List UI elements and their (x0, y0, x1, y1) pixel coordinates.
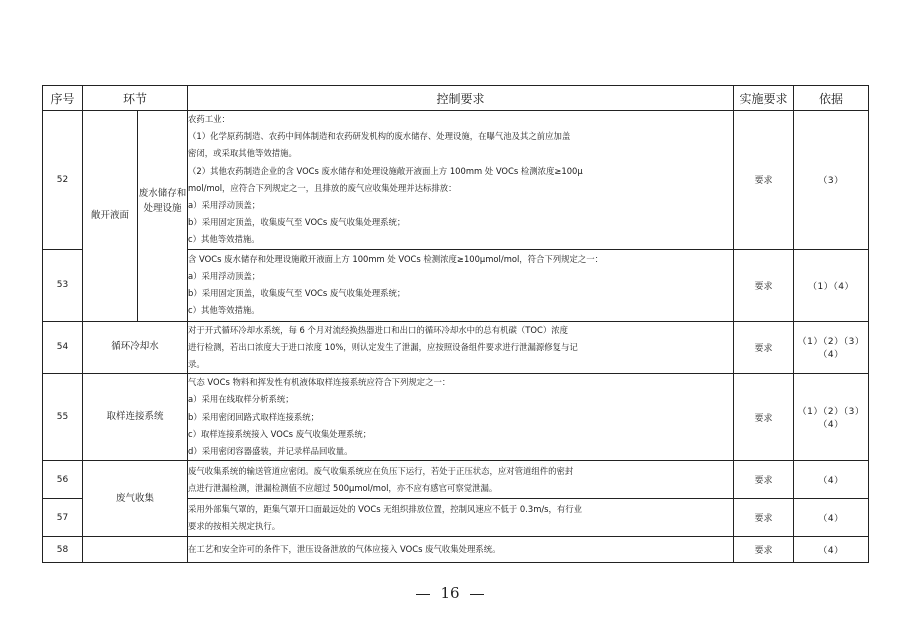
req-line: b）采用密闭回路式取样连接系统； (188, 411, 319, 422)
row-requirement (188, 111, 734, 250)
row-basis: （4） (794, 461, 869, 499)
req-line: 含 VOCs 废水储存和处理设施敞开液面上方 100mm 处 VOCs 检测浓度≥100μmol/mol，符合下列规定之一： (188, 253, 604, 264)
row-num: 58 (43, 537, 83, 563)
req-line: a）采用浮动顶盖； (188, 270, 261, 281)
footer-dash-left (416, 594, 430, 595)
row-requirement (188, 249, 734, 321)
row-impl: 要求 (734, 111, 794, 250)
page-footer (0, 584, 900, 602)
row-impl: 要求 (734, 374, 794, 461)
row-num: 54 (43, 321, 83, 374)
row-basis: （1）（2）（3）（4） (794, 321, 869, 374)
req-line: c）取样连接系统接入 VOCs 废气收集处理系统； (188, 428, 372, 439)
row-num: 55 (43, 374, 83, 461)
table-header-row (43, 86, 869, 111)
row-num: 53 (43, 249, 83, 321)
req-line: 废气收集系统的输送管道应密闭。废气收集系统应在负压下运行，若处于正压状态，应对管道组件的密封 (188, 465, 574, 476)
req-line: d）采用密闭容器盛装，并记录样品回收量。 (188, 446, 353, 457)
req-line: （2）其他农药制造企业的含 VOCs 废水储存和处理设施敞开液面上方 100mm 处 VOCs 检测浓度≥100μ (188, 165, 583, 176)
req-line: b）采用固定顶盖，收集废气至 VOCs 废气收集处理系统； (188, 288, 406, 299)
table-row-58 (43, 537, 869, 563)
req-line: mol/mol，应符合下列规定之一，且排放的废气应收集处理并达标排放： (188, 182, 457, 193)
row-requirement (188, 461, 734, 499)
req-line: c）其他等效措施。 (188, 234, 260, 245)
row-basis: （1）（2）（3）（4） (794, 374, 869, 461)
row-impl: 要求 (734, 249, 794, 321)
req-line: 要求的按相关规定执行。 (188, 520, 281, 531)
row-stage: 取样连接系统 (83, 374, 188, 461)
row-num: 52 (43, 111, 83, 250)
header-stage: 环节 (83, 86, 188, 111)
row-basis: （4） (794, 499, 869, 537)
req-line: 密闭，或采取其他等效措施。 (188, 148, 297, 159)
header-num: 序号 (43, 86, 83, 111)
req-line: c）其他等效措施。 (188, 305, 260, 316)
row-requirement (188, 321, 734, 374)
table-row-52 (43, 111, 869, 250)
req-line: 采用外部集气罩的，距集气罩开口面最远处的 VOCs 无组织排放位置，控制风速应不低于 0.3m/s，有行业 (188, 503, 583, 514)
footer-dash-right (470, 594, 484, 595)
row-impl: 要求 (734, 461, 794, 499)
table-row-56 (43, 461, 869, 499)
row-substage: 废水储存和处理设施 (138, 111, 188, 322)
row-requirement (188, 374, 734, 461)
row-basis: （4） (794, 537, 869, 563)
req-line: a）采用在线取样分析系统； (188, 394, 294, 405)
req-line: （1）化学原药制造、农药中间体制造和农药研发机构的废水储存、处理设施，在曝气池及其之前应加盖 (188, 131, 571, 142)
table-row-54 (43, 321, 869, 374)
table-row-55 (43, 374, 869, 461)
row-stage-empty (83, 537, 188, 563)
row-basis: （1）（4） (794, 249, 869, 321)
row-stage: 废气收集 (83, 461, 188, 537)
page-number: 16 (440, 584, 460, 602)
row-num: 56 (43, 461, 83, 499)
header-control: 控制要求 (188, 86, 734, 111)
row-stage: 循环冷却水 (83, 321, 188, 374)
row-impl: 要求 (734, 499, 794, 537)
req-line: 点进行泄漏检测，泄漏检测值不应超过 500μmol/mol，亦不应有感官可察觉泄漏。 (188, 482, 498, 493)
req-line: 进行检测，若出口浓度大于进口浓度 10%，则认定发生了泄漏，应按照设备组件要求进行泄漏源修复与记 (188, 341, 578, 352)
req-line: 对于开式循环冷却水系统，每 6 个月对流经换热器进口和出口的循环冷却水中的总有机碳（TOC）浓度 (188, 324, 568, 335)
req-line: a）采用浮动顶盖； (188, 200, 261, 211)
row-num: 57 (43, 499, 83, 537)
row-requirement (188, 499, 734, 537)
row-basis: （3） (794, 111, 869, 250)
req-line: 录。 (188, 359, 205, 370)
header-basis: 依据 (794, 86, 869, 111)
row-stage: 敞开液面 (83, 111, 138, 322)
header-impl: 实施要求 (734, 86, 794, 111)
req-line: 农药工业： (188, 114, 230, 124)
row-impl: 要求 (734, 321, 794, 374)
req-line: b）采用固定顶盖，收集废气至 VOCs 废气收集处理系统； (188, 217, 406, 228)
req-line: 在工艺和安全许可的条件下，泄压设备泄放的气体应接入 VOCs 废气收集处理系统。 (188, 544, 501, 555)
row-requirement (188, 537, 734, 563)
req-line: 气态 VOCs 物料和挥发性有机液体取样连接系统应符合下列规定之一： (188, 377, 451, 388)
control-requirements-table (42, 85, 869, 563)
row-impl: 要求 (734, 537, 794, 563)
